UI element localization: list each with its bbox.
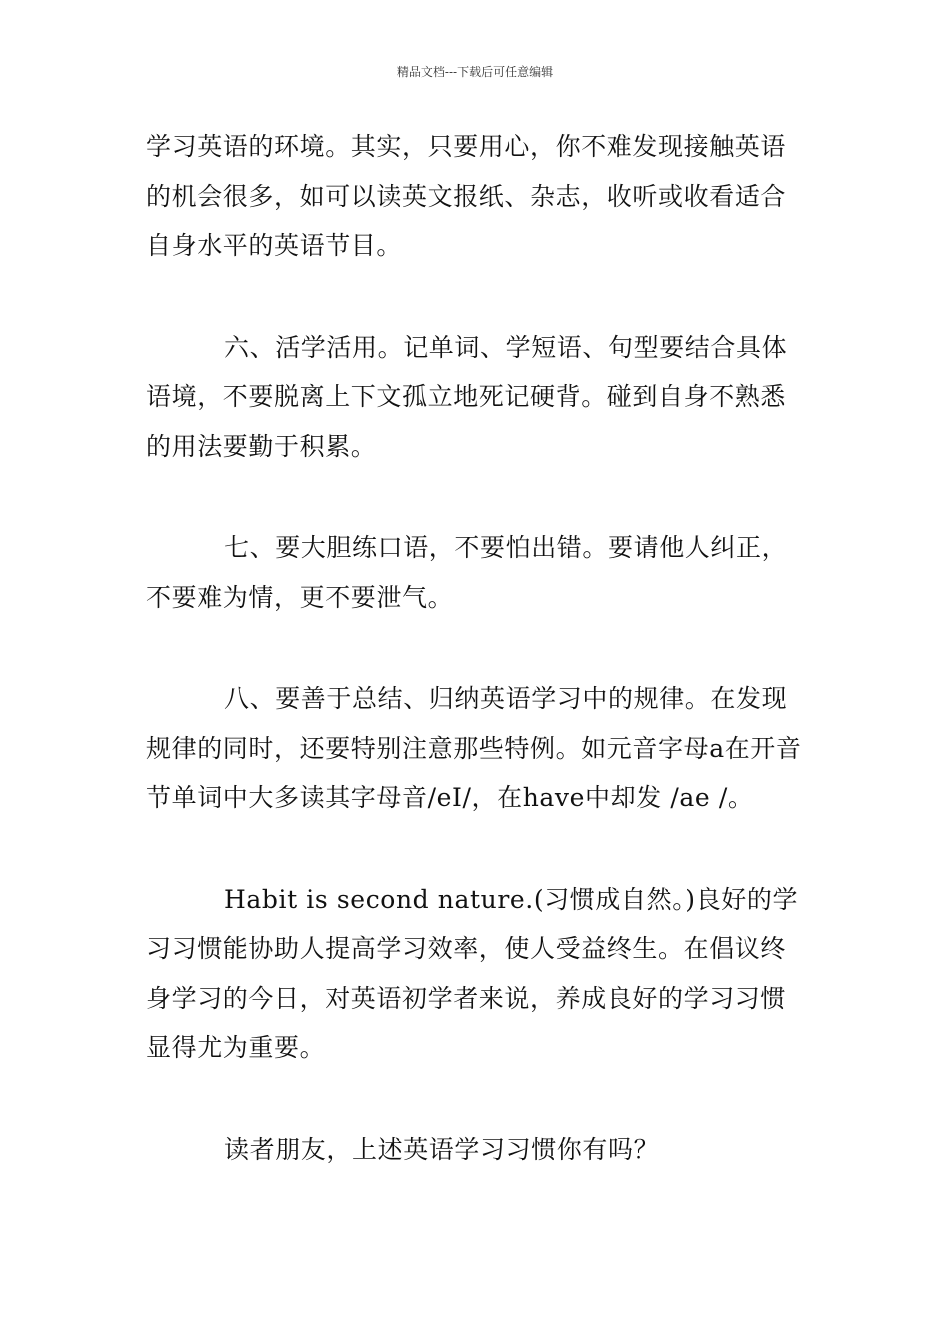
page-header: 精品文档---下载后可任意编辑 (396, 65, 554, 79)
paragraph-tip-eight: 八、要善于总结、归纳英语学习中的规律。在发现规律的同时，还要特别注意那些特例。如元音字母a在开音节单词中大多读其字母音/eI/，在have中却发 /ae /。 (146, 684, 802, 812)
paragraph-tip-six: 六、活学活用。记单词、学短语、句型要结合具体语境，不要脱离上下文孤立地死记硬背。碰到自身不熟悉的用法要勤于积累。 (146, 332, 788, 461)
paragraph-tip-seven: 七、要大胆练口语，不要怕出错。要请他人纠正，不要难为情，更不要泄气。 (146, 533, 788, 612)
paragraph-habit: Habit is second nature.(习惯成自然。)良好的学习习惯能协助人提高学习效率，使人受益终生。在倡议终身学习的今日，对英语初学者来说，养成良好的学习习惯显得尤为重要。 (146, 884, 799, 1062)
paragraph-continued: 学习英语的环境。其实，只要用心，你不难发现接触英语的机会很多，如可以读英文报纸、杂志，收听或收看适合自身水平的英语节目。 (146, 132, 787, 260)
paragraph-closing-question: 读者朋友，上述英语学习习惯你有吗？ (224, 1134, 660, 1164)
document-body (146, 122, 810, 1226)
